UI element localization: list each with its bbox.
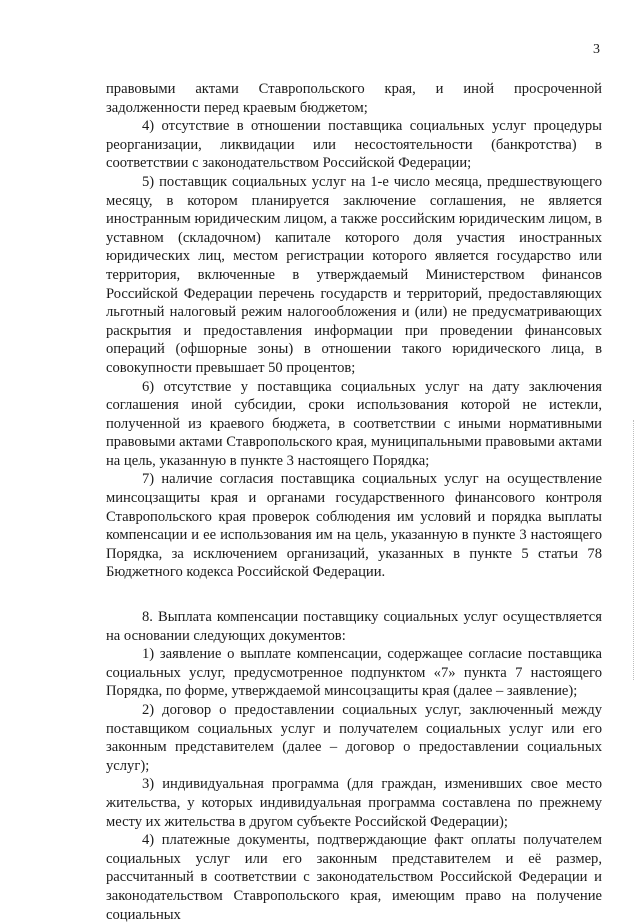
paragraph-doc-2: 2) договор о предоставлении социальных услуг, заключенный между поставщиком социальных услуг и получателем социальных услуг или его законным представителем (далее – договор о предоставлении социальных услуг); <box>106 702 602 774</box>
document-body <box>106 80 602 924</box>
paragraph-doc-1: 1) заявление о выплате компенсации, содержащее согласие поставщика социальных услуг, предусмотренное подпунктом «7» пункта 7 настоящего Порядка, по форме, утверждаемой минсоцзащиты края (далее – заявление); <box>106 646 602 700</box>
paragraph-item-5: 5) поставщик социальных услуг на 1-е число месяца, предшествующего месяцу, в котором планируется заключение соглашения, не является иностранным юридическим лицом, а также российским юридическим лицом, в уставном (складочном) капитале которого доля участия иностранных юридических лиц, местом регистрации которого является государство или территория, включенные в утверждаемый Министерством финансов Российской Федерации перечень государств и территорий, предоставляющих льготный налоговый режим налогообложения и (или) не предусматривающих раскрытия и предоставления информации при проведении финансовых операций (офшорные зоны) в отношении такого юридического лица, в совокупности превышает 50 процентов; <box>106 173 602 376</box>
paragraph-doc-3: 3) индивидуальная программа (для граждан, изменивших свое место жительства, у которых индивидуальная программа составлена по прежнему месту их жительства в другом субъекте Российской Федерации); <box>106 776 602 830</box>
paragraph-continuation: правовыми актами Ставропольского края, и иной просроченной задолженности перед краевым бюджетом; <box>106 81 602 116</box>
paragraph-item-6: 6) отсутствие у поставщика социальных услуг на дату заключения соглашения иной субсидии, сроки использования которой не истекли, полученной из краевого бюджета, в соответствии с иными нормативными правовыми актами Ставропольского края, муниципальными правовыми актами на цель, указанную в пункте 3 настоящего Порядка; <box>106 378 602 469</box>
scan-edge-marks <box>631 420 634 680</box>
page-number: 3 <box>593 42 600 57</box>
paragraph-item-7: 7) наличие согласия поставщика социальных услуг на осуществление минсоцзащиты края и органами государственного финансового контроля Ставропольского края проверок соблюдения им условий и порядка выплаты компенсации и ее использования им на цель, указанную в пункте 3 настоящего Порядка, за исключением организаций, указанных в пункте 5 статьи 78 Бюджетного кодекса Российской Федерации. <box>106 471 602 581</box>
paragraph-item-4: 4) отсутствие в отношении поставщика социальных услуг процедуры реорганизации, ликвидации или несостоятельности (банкротства) в соответствии с законодательством Российской Федерации; <box>106 118 602 172</box>
paragraph-doc-4: 4) платежные документы, подтверждающие факт оплаты получателем социальных услуг или его законным представителем и её размер, рассчитанный в соответствии с законодательством Российской Федерации и законодательством Ставропольского края, имеющим право на получение социальных <box>106 832 602 923</box>
section-gap <box>106 582 602 608</box>
paragraph-section-8: 8. Выплата компенсации поставщику социальных услуг осуществляется на основании следующих документов: <box>106 609 602 644</box>
